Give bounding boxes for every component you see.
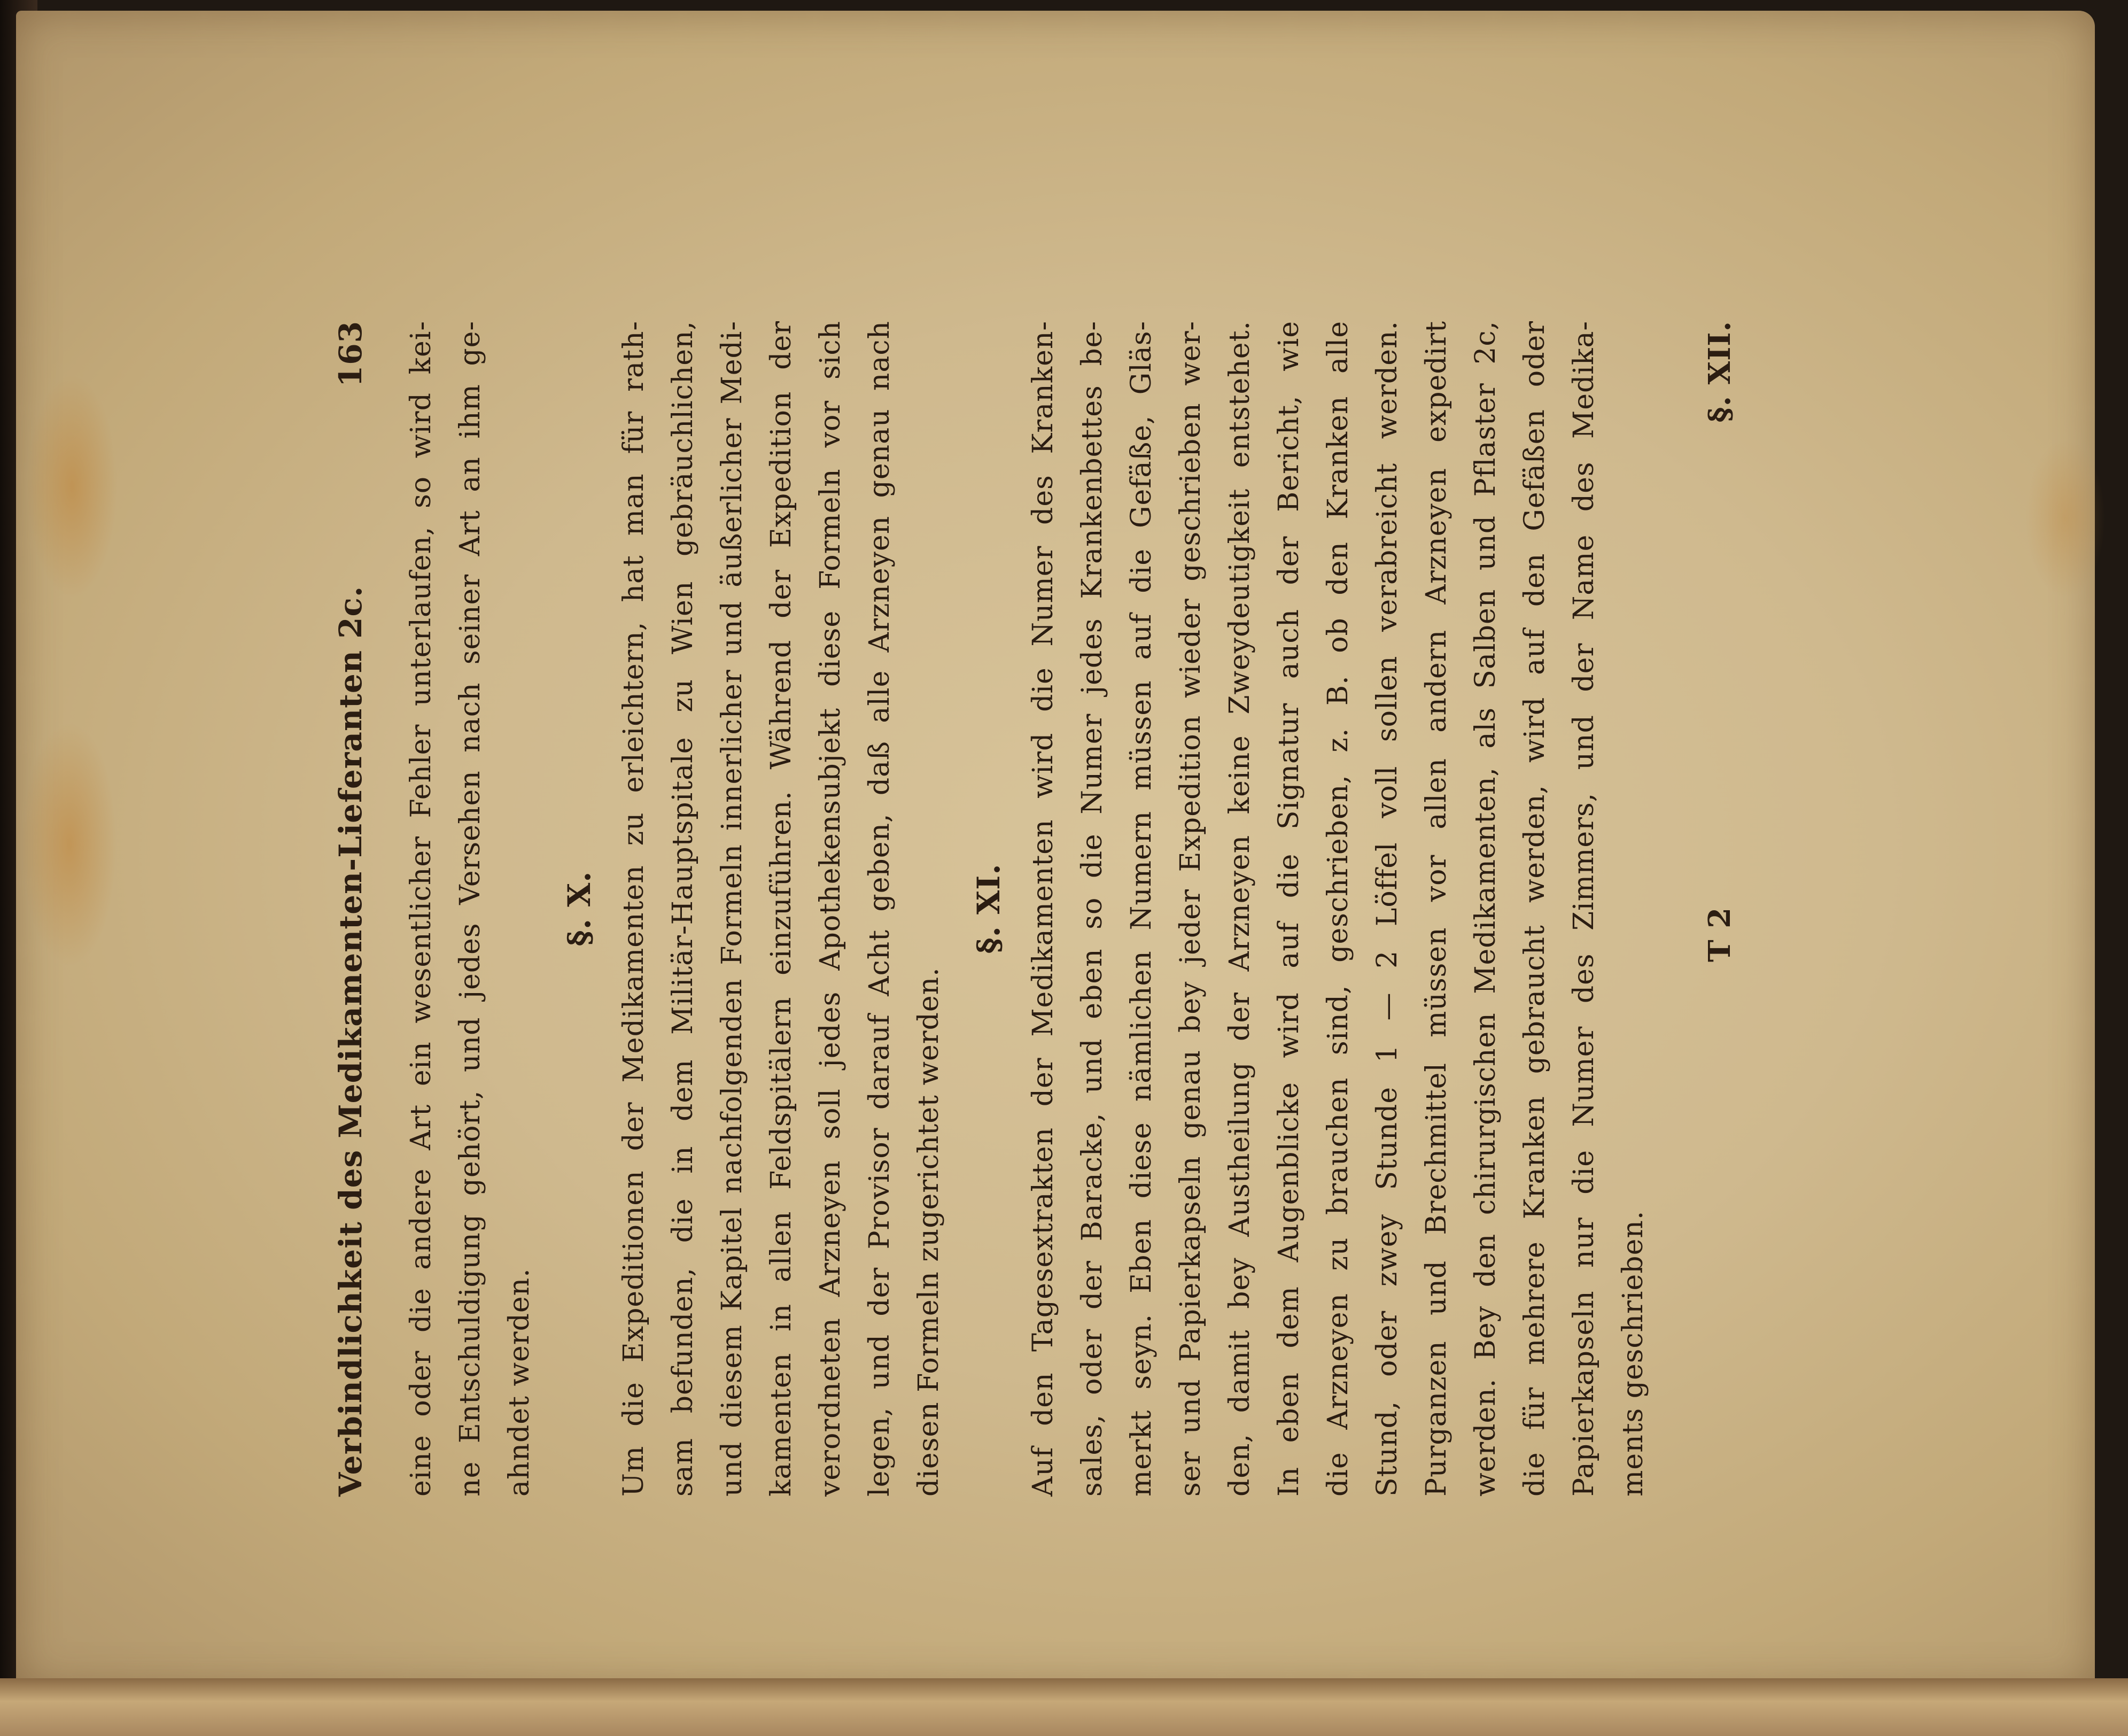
text-line: kamenten in allen Feldspitälern einzuführen. Während der Expedition der [765, 321, 797, 1497]
text-line: ments geschrieben. [1617, 1210, 1649, 1497]
text-line: legen, und der Provisor darauf Acht geben, daß alle Arzneyen genau nach [864, 321, 896, 1497]
text-line: ser und Papierkapseln genau bey jeder Expedition wieder geschrieben wer- [1175, 321, 1207, 1497]
section-heading-x: §. X. [561, 871, 597, 947]
text-line: Um die Expeditionen der Medikamenten zu erleichtern, hat man für rath- [618, 321, 650, 1497]
text-line: sam befunden, die in dem Militär-Hauptspitale zu Wien gebräuchlichen, [667, 321, 699, 1497]
text-line: In eben dem Augenblicke wird auf die Signatur auch der Bericht, wie [1273, 321, 1305, 1497]
text-line: Stund, oder zwey Stunde 1 — 2 Löffel voll sollen verabreicht werden. [1371, 321, 1403, 1497]
intro-paragraph [397, 321, 544, 1497]
text-line: sales, oder der Baracke, und eben so die Numer jedes Krankenbettes be- [1076, 321, 1108, 1497]
page-footer [1695, 321, 1744, 1497]
text-line: den, damit bey Austheilung der Arzneyen keine Zweydeutigkeit entstehet. [1224, 321, 1256, 1497]
text-line: und diesem Kapitel nachfolgenden Formeln innerlicher und äußerlicher Medi- [716, 321, 748, 1497]
text-line: die für mehrere Kranken gebraucht werden, wird auf den Gefäßen oder [1519, 321, 1551, 1497]
running-head [326, 321, 375, 1497]
text-line: die Arzneyen zu brauchen sind, geschrieben, z. B. ob den Kranken alle [1322, 321, 1354, 1497]
text-block [326, 321, 1769, 1497]
water-stain [27, 374, 118, 599]
text-line: Auf den Tagesextrakten der Medikamenten wird die Numer des Kranken- [1027, 321, 1059, 1497]
water-stain [2025, 438, 2106, 599]
text-line: werden. Bey den chirurgischen Medikamenten, als Salben und Pflaster 2c, [1470, 321, 1502, 1497]
page-number: 163 [332, 321, 369, 387]
catchword: §. XII. [1702, 321, 1737, 423]
text-line: verordneten Arzneyen soll jedes Apothekensubjekt diese Formeln vor sich [814, 321, 846, 1497]
water-stain [21, 722, 118, 967]
text-line: diesen Formeln zugerichtet werden. [913, 967, 945, 1497]
text-line: eine oder die andere Art ein wesentlicher Fehler unterlaufen, so wird kei- [405, 321, 437, 1497]
signature-mark: T 2 [1702, 906, 1737, 962]
text-line: Papierkapseln nur die Numer des Zimmers, und der Name des Medika- [1568, 321, 1600, 1497]
running-head-title: Verbindlichkeit des Medikamenten-Lieferanten 2c. [332, 585, 369, 1497]
facing-page-edge [0, 1678, 2128, 1736]
section-heading-xi: §. XI. [970, 863, 1007, 954]
text-line: Purganzen und Brechmittel müssen vor allen andern Arzneyen expedirt [1420, 321, 1453, 1497]
text-line: ahndet werden. [503, 1268, 535, 1497]
text-line: ne Entschuldigung gehört, und jedes Versehen nach seiner Art an ihm ge- [454, 321, 486, 1497]
section-x-paragraph [609, 321, 953, 1497]
section-xi-paragraph [1019, 321, 1658, 1497]
text-line: merkt seyn. Eben diese nämlichen Numern müssen auf die Gefäße, Gläs- [1125, 321, 1158, 1497]
rotated-text-block [326, 321, 1769, 1497]
